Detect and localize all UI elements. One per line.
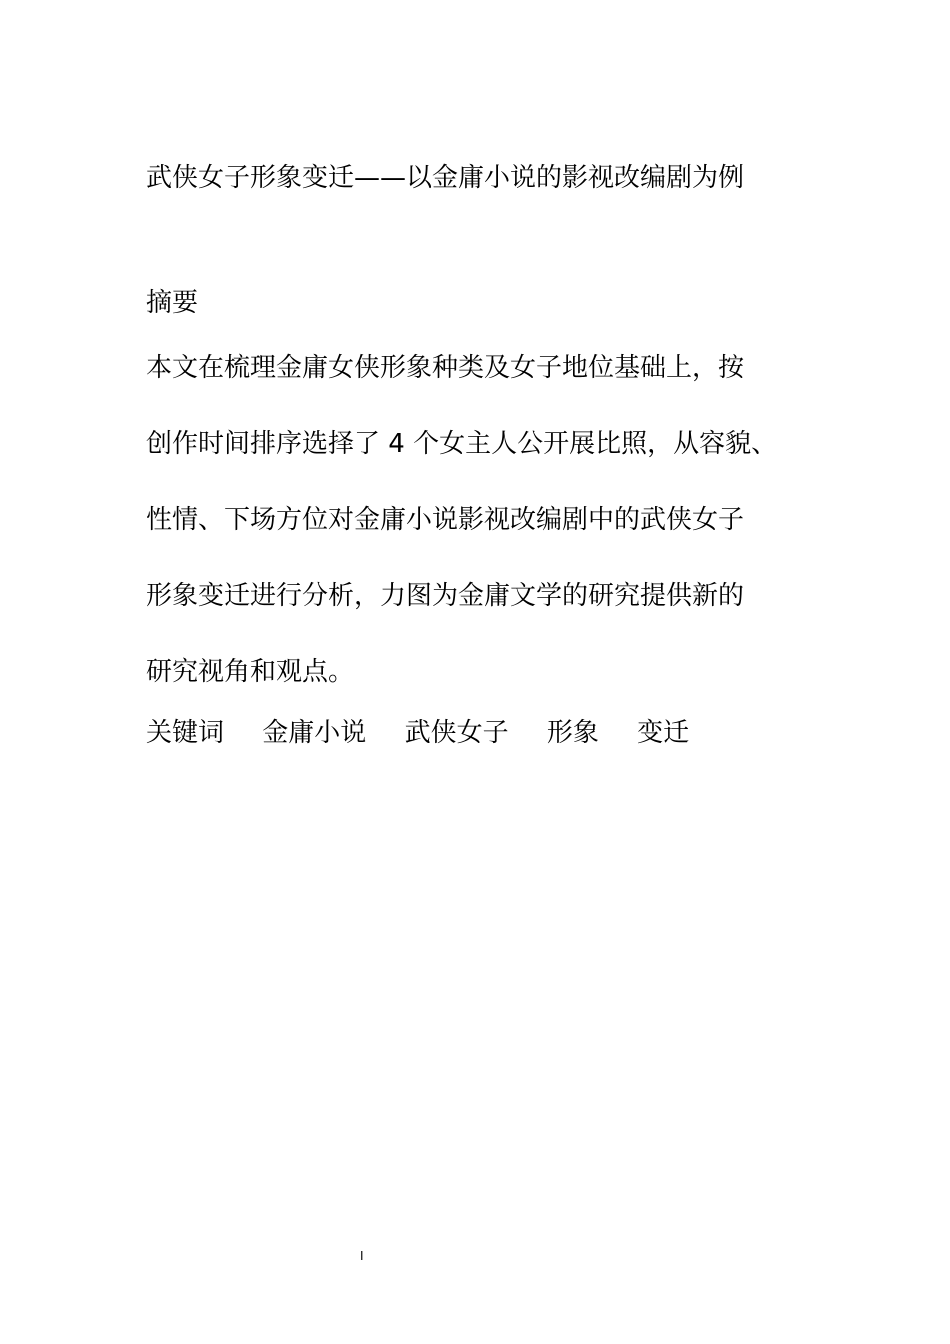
abstract-line: 性情、下场方位对金庸小说影视改编剧中的武侠女子 bbox=[146, 505, 745, 535]
keyword-item: 变迁 bbox=[637, 718, 690, 748]
abstract-line: 创作时间排序选择了 4 个女主人公开展比照，从容貌、 bbox=[146, 429, 778, 459]
abstract-line: 研究视角和观点。 bbox=[146, 657, 355, 687]
abstract-line: 本文在梳理金庸女侠形象种类及女子地位基础上，按 bbox=[146, 353, 745, 383]
abstract-body bbox=[146, 348, 836, 728]
abstract-heading: 摘要 bbox=[146, 288, 199, 318]
keywords-row bbox=[146, 713, 719, 753]
document-title: 武侠女子形象变迁——以金庸小说的影视改编剧为例 bbox=[146, 163, 745, 193]
page-number: I bbox=[360, 1249, 364, 1263]
keyword-item: 形象 bbox=[546, 718, 599, 748]
keywords-label: 关键词 bbox=[146, 718, 225, 748]
abstract-line: 形象变迁进行分析，力图为金庸文学的研究提供新的 bbox=[146, 581, 745, 611]
keyword-item: 金庸小说 bbox=[262, 718, 367, 748]
keyword-item: 武侠女子 bbox=[404, 718, 509, 748]
